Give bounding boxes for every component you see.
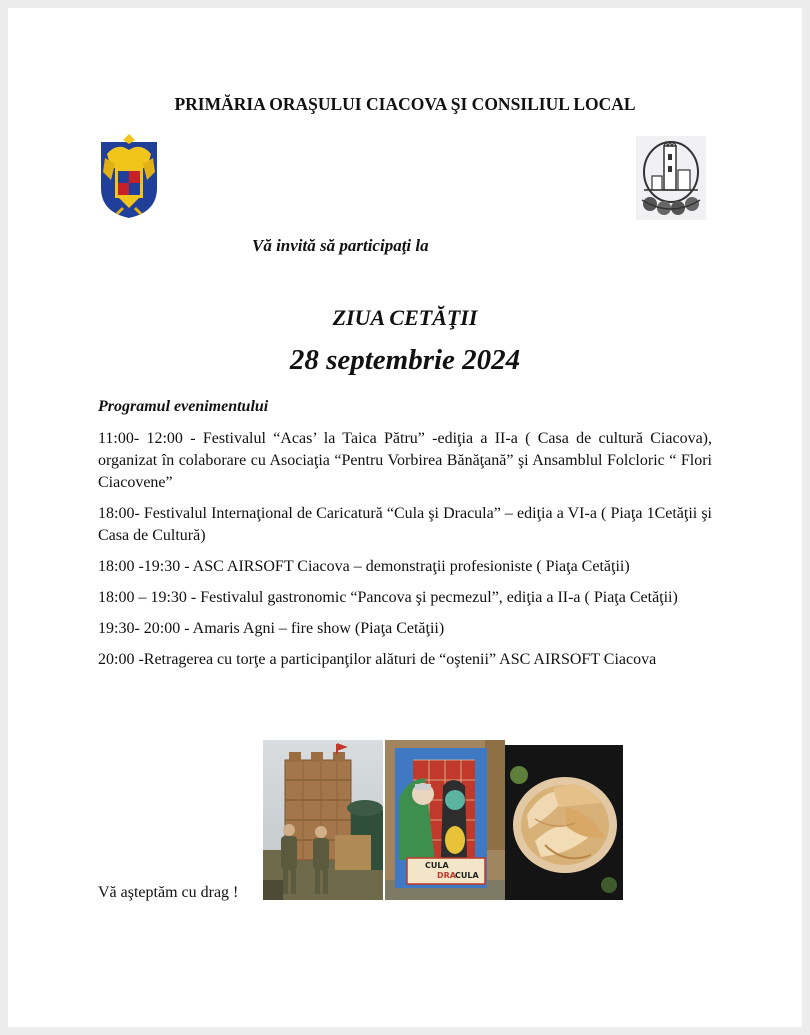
event-title: ZIUA CETĂŢII xyxy=(332,305,478,330)
pastries-photo xyxy=(505,745,623,900)
program-heading: Programul evenimentului xyxy=(98,398,269,415)
invitation-text: Vă invită să participaţi la xyxy=(252,236,429,255)
airsoft-soldiers-photo xyxy=(263,740,383,900)
sign-word: CULA xyxy=(455,871,479,880)
program-item: 18:00 -19:30 - ASC AIRSOFT Ciacova – demonstraţii profesioniste ( Piaţa Cetăţii) xyxy=(98,558,630,575)
program-list xyxy=(98,428,712,680)
program-item: 19:30- 20:00 - Amaris Agni – fire show (Piaţa Cetăţii) xyxy=(98,620,445,637)
program-item: 18:00 – 19:30 - Festivalul gastronomic “Pancova şi pecmezul”, ediţia a II-a ( Piaţa Cetăţii) xyxy=(98,589,678,606)
closing-text: Vă aşteptăm cu drag ! xyxy=(98,884,239,901)
ciacova-town-emblem-icon xyxy=(636,136,706,220)
program-item: 11:00- 12:00 - Festivalul “Acas’ la Taica Pătru” -ediţia a II-a ( Casa de cultură Ciacova), organizat în colaborare cu Asociaţia “Pentru Vorbirea Bănăţană” şi Ansamblul Folcloric “ Flori Ciacovene” xyxy=(98,430,712,491)
page-header: PRIMĂRIA ORAŞULUI CIACOVA ŞI CONSILIUL LOCAL xyxy=(174,94,636,114)
program-item: 20:00 -Retragerea cu torţe a participanţilor alături de “oştenii” ASC AIRSOFT Ciacova xyxy=(98,651,657,668)
program-item: 18:00- Festivalul Internaţional de Caricatură “Cula şi Dracula” – ediţia a VI-a ( Piaţa 1Cetăţii şi Casa de Cultură) xyxy=(98,505,712,544)
cula-dracula-caricature-photo xyxy=(385,740,505,900)
sign-word: DRA xyxy=(437,871,456,880)
romanian-coat-of-arms-icon xyxy=(97,128,161,220)
event-date: 28 septembrie 2024 xyxy=(289,344,521,376)
sign-word: CULA xyxy=(425,861,449,870)
